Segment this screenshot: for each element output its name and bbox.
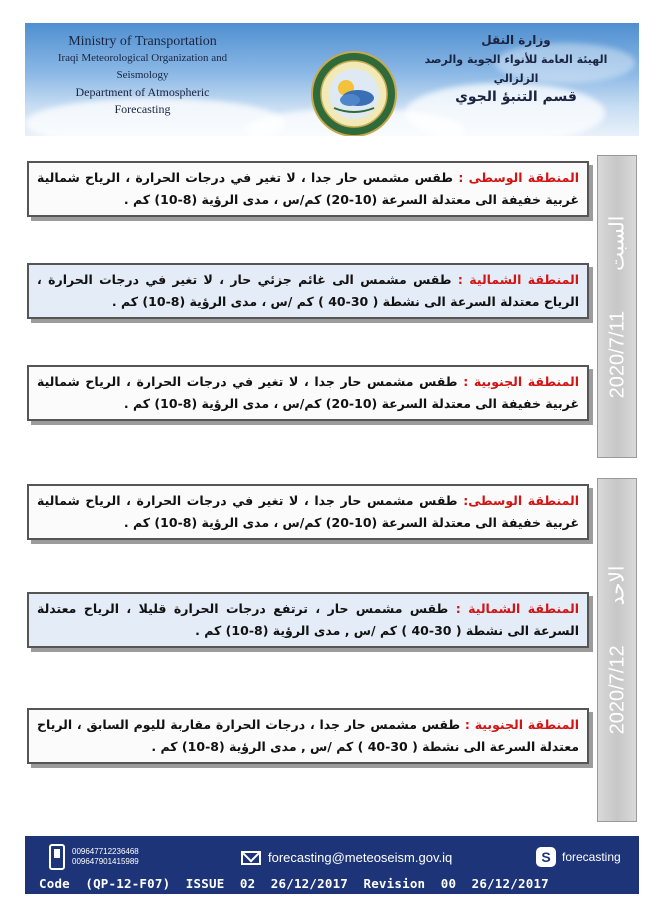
region-name: المنطقة الجنوبية :	[463, 374, 579, 389]
region-name: المنطقة الشمالية :	[455, 601, 579, 616]
forecast-card-southern	[27, 365, 589, 421]
forecast-card-northern	[27, 263, 589, 319]
forecast-text: طقس مشمس الى غائم جزئي حار ، لا تغير في درجات الحرارة ، الرياح معتدلة السرعة الى نشطة ( 30-40 ) كم /س ، مدى الرؤية (8-10) كم .	[37, 272, 579, 309]
date-text: 2020/7/12	[606, 645, 629, 735]
envelope-icon	[241, 851, 261, 865]
email-link[interactable]: forecasting@meteoseism.gov.iq	[268, 850, 453, 865]
region-name: المنطقة الجنوبية :	[464, 717, 579, 732]
header-english-title	[55, 33, 230, 118]
header-banner	[25, 23, 639, 136]
organization-name-ar: الهيئة العامة للأنواء الجوية والرصد الزلزالي	[424, 53, 608, 85]
forecast-text: طقس مشمس حار ، ترتفع درجات الحرارة قليلا ، الرياح معتدلة السرعة الى نشطة ( 30-40 ) كم /س , مدى الرؤية (8-10) كم .	[37, 601, 579, 638]
organization-name-en: Iraqi Meteorological Organization and Seismology	[57, 52, 228, 81]
phone-numbers	[72, 847, 139, 867]
phone-number: 009647901415989	[72, 857, 139, 866]
day-block-sunday	[25, 478, 637, 822]
forecast-card-southern	[27, 708, 589, 764]
document-code-line: Code (QP-12-F07) ISSUE 02 26/12/2017 Revision 00 26/12/2017	[39, 876, 549, 891]
ministry-name-ar: وزارة النقل	[481, 33, 551, 47]
day-date-label	[597, 478, 637, 822]
forecast-card-central	[27, 161, 589, 217]
header-arabic-title	[411, 31, 621, 107]
ministry-name-en: Ministry of Transportation	[68, 34, 217, 49]
region-name: المنطقة الوسطى:	[463, 493, 579, 508]
date-text: 2020/7/11	[606, 310, 629, 398]
region-name: المنطقة الوسطى :	[458, 170, 579, 185]
organization-seal-icon	[310, 50, 398, 136]
forecast-card-northern	[27, 592, 589, 648]
department-name-en: Department of Atmospheric Forecasting	[75, 85, 210, 116]
skype-handle[interactable]: forecasting	[562, 850, 621, 864]
department-name-ar: قسم التنبؤ الجوي	[455, 89, 577, 105]
region-name: المنطقة الشمالية :	[457, 272, 579, 287]
mobile-phone-icon	[49, 844, 65, 870]
day-name-text: الاحد	[606, 565, 629, 606]
day-date-label	[597, 155, 637, 458]
day-block-saturday	[25, 155, 637, 458]
day-name-text: السبت	[606, 215, 629, 271]
forecast-text: طقس مشمس حار جدا ، لا تغير في درجات الحرارة ، الرياح شمالية غربية خفيفة الى معتدلة السرعة (10-20) كم/س ، مدى الرؤية (8-10) كم .	[37, 170, 579, 207]
forecast-text: طقس مشمس حار جدا ، لا تغير في درجات الحرارة ، الرياح شمالية غربية خفيفة الى معتدلة السرعة (10-20) كم/س ، مدى الرؤية (8-10) كم .	[37, 493, 579, 530]
phone-number: 009647712236468	[72, 847, 139, 856]
forecast-text: طقس مشمس حار جدا ، درجات الحرارة مقاربة لليوم السابق ، الرياح معتدلة السرعة الى نشطة ( 30-40 ) كم /س , مدى الرؤية (8-10) كم .	[37, 717, 579, 754]
skype-icon: S	[536, 847, 556, 867]
footer-contact-bar	[25, 836, 639, 894]
forecast-card-central	[27, 484, 589, 540]
forecast-text: طقس مشمس حار جدا ، لا تغير في درجات الحرارة ، الرياح شمالية غربية خفيفة الى معتدلة السرعة (10-20) كم/س ، مدى الرؤية (8-10) كم .	[37, 374, 579, 411]
